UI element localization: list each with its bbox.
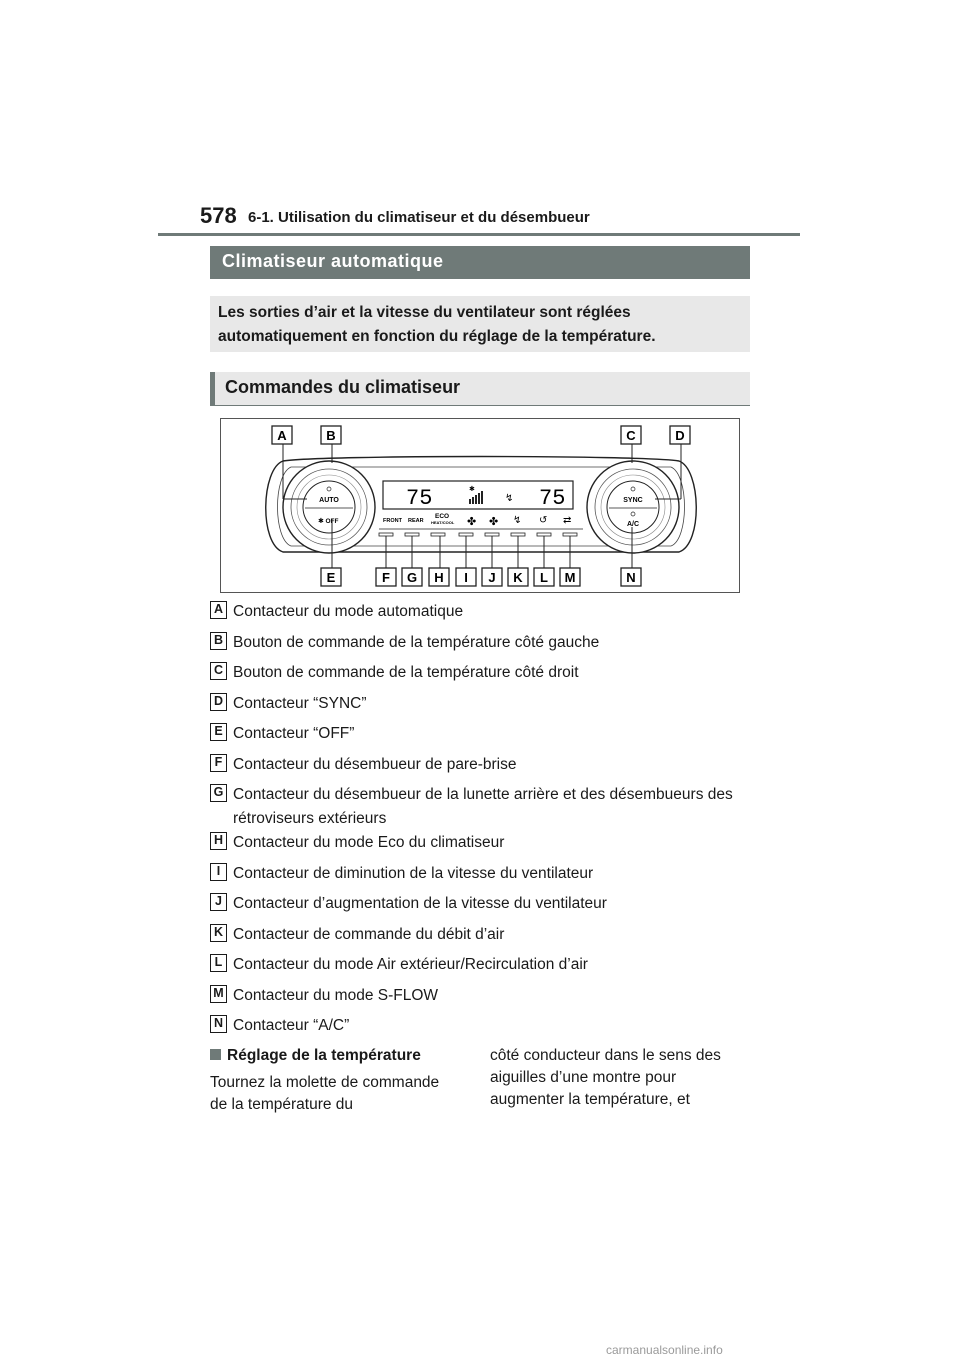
right-temperature-knob bbox=[587, 461, 679, 553]
right-temp-readout: 75 bbox=[539, 486, 566, 511]
svg-text:J: J bbox=[488, 570, 496, 585]
temperature-heading bbox=[210, 1045, 460, 1067]
legend-text: Contacteur du désembueur de la lunette arrière et des désembueurs des rétroviseurs extérieurs bbox=[233, 786, 733, 827]
ac-button-label: A/C bbox=[626, 521, 640, 528]
temperature-text-left: Tournez la molette de commande de la température du bbox=[210, 1074, 440, 1113]
airflow-mode-icon: ↯ bbox=[505, 493, 514, 504]
callout-d bbox=[670, 426, 690, 444]
sync-button-label: SYNC bbox=[623, 497, 643, 504]
legend-letter: A bbox=[210, 601, 227, 619]
svg-text:B: B bbox=[326, 428, 336, 443]
legend-item bbox=[210, 953, 750, 984]
callout-h bbox=[429, 568, 449, 586]
off-button-label: OFF bbox=[325, 518, 339, 525]
callout-b bbox=[321, 426, 341, 444]
rear-defog-label: REAR bbox=[408, 518, 424, 524]
legend-text: Contacteur “SYNC” bbox=[233, 694, 367, 712]
legend-item bbox=[210, 1014, 750, 1045]
section-title-bar bbox=[210, 246, 750, 279]
legend-letter: G bbox=[210, 784, 227, 802]
legend-item bbox=[210, 753, 750, 784]
callout-j bbox=[482, 568, 502, 586]
svg-text:C: C bbox=[626, 428, 636, 443]
svg-text:H: H bbox=[434, 570, 444, 585]
legend-item bbox=[210, 692, 750, 723]
legend-item bbox=[210, 831, 750, 862]
legend-item bbox=[210, 984, 750, 1015]
legend-item bbox=[210, 862, 750, 893]
legend-letter: H bbox=[210, 832, 227, 850]
legend-letter: B bbox=[210, 632, 227, 650]
legend-text: Contacteur de commande du débit d’air bbox=[233, 925, 505, 943]
svg-text:E: E bbox=[326, 570, 336, 585]
svg-text:F: F bbox=[382, 570, 390, 585]
callout-l bbox=[534, 568, 554, 586]
callout-k bbox=[508, 568, 528, 586]
legend-letter: N bbox=[210, 1015, 227, 1033]
airflow-control-icon: ↯ bbox=[513, 515, 522, 526]
recirculation-icon: ↺ bbox=[539, 515, 548, 526]
svg-text:G: G bbox=[406, 570, 418, 585]
s-flow-icon: ⇄ bbox=[563, 515, 572, 526]
legend-text: Contacteur de diminution de la vitesse du ventilateur bbox=[233, 864, 594, 882]
temperature-text-right: côté conducteur dans le sens des aiguilles d’une montre pour augmenter la température, et bbox=[490, 1047, 721, 1108]
header-rule bbox=[158, 233, 800, 236]
temperature-heading-text: Réglage de la température bbox=[227, 1047, 421, 1064]
legend-text: Contacteur d’augmentation de la vitesse du ventilateur bbox=[233, 895, 607, 912]
temperature-section-right bbox=[490, 1045, 750, 1111]
legend-item bbox=[210, 892, 750, 923]
svg-text:K: K bbox=[513, 570, 523, 585]
legend-item bbox=[210, 783, 750, 831]
legend-letter: J bbox=[210, 893, 227, 911]
callout-f bbox=[376, 568, 396, 586]
climate-panel-illustration bbox=[221, 419, 741, 594]
temperature-display bbox=[383, 481, 573, 511]
legend-item bbox=[210, 923, 750, 954]
legend-text: Contacteur “OFF” bbox=[233, 725, 355, 742]
legend-text: Contacteur du mode Air extérieur/Recirculation d’air bbox=[233, 956, 588, 973]
callout-e bbox=[321, 568, 341, 586]
legend-text: Contacteur “A/C” bbox=[233, 1017, 350, 1034]
chapter-title: 6-1. Utilisation du climatiseur et du désembueur bbox=[248, 209, 590, 226]
svg-text:L: L bbox=[540, 570, 548, 585]
temperature-section-left bbox=[210, 1045, 460, 1116]
fan-off-icon: ✱ bbox=[318, 518, 324, 525]
svg-text:✱: ✱ bbox=[469, 486, 475, 493]
subsection-rule bbox=[210, 405, 750, 406]
svg-text:N: N bbox=[626, 570, 636, 585]
callout-m bbox=[560, 568, 580, 586]
legend-letter: M bbox=[210, 985, 227, 1003]
section-bullet-icon bbox=[210, 1049, 221, 1060]
svg-text:D: D bbox=[675, 428, 685, 443]
intro-text: Les sorties d’air et la vitesse du ventilateur sont réglées automatiquement en fonction du réglage de la température. bbox=[218, 304, 656, 345]
legend-text: Contacteur du mode S-FLOW bbox=[233, 986, 439, 1004]
eco-heat-cool-label: HEAT/COOL bbox=[431, 520, 455, 525]
left-temperature-knob bbox=[283, 461, 375, 553]
legend-letter: C bbox=[210, 662, 227, 680]
callout-a bbox=[272, 426, 292, 444]
callout-legend bbox=[210, 600, 750, 1045]
callout-g bbox=[402, 568, 422, 586]
legend-item bbox=[210, 631, 750, 662]
button-row bbox=[379, 513, 583, 536]
legend-letter: D bbox=[210, 693, 227, 711]
svg-text:I: I bbox=[464, 570, 468, 585]
page-number: 578 bbox=[200, 203, 237, 228]
page-header bbox=[200, 203, 800, 235]
legend-item bbox=[210, 600, 750, 631]
legend-letter: K bbox=[210, 924, 227, 942]
svg-text:M: M bbox=[564, 570, 576, 585]
callout-i bbox=[456, 568, 476, 586]
auto-button-label: AUTO bbox=[319, 497, 339, 504]
section-title: Climatiseur automatique bbox=[222, 251, 444, 271]
legend-letter: I bbox=[210, 863, 227, 881]
subsection-title: Commandes du climatiseur bbox=[225, 377, 461, 397]
legend-item bbox=[210, 722, 750, 753]
watermark: carmanualsonline.info bbox=[606, 1343, 723, 1357]
callout-n bbox=[621, 568, 641, 586]
legend-letter: L bbox=[210, 954, 227, 972]
legend-text: Bouton de commande de la température côté gauche bbox=[233, 633, 600, 651]
fan-down-icon: ✤ bbox=[467, 516, 477, 528]
callout-c bbox=[621, 426, 641, 444]
front-defog-label: FRONT bbox=[383, 518, 402, 524]
legend-text: Contacteur du désembueur de pare-brise bbox=[233, 755, 517, 773]
legend-text: Contacteur du mode Eco du climatiseur bbox=[233, 834, 505, 851]
legend-letter: F bbox=[210, 754, 227, 772]
left-temp-readout: 75 bbox=[406, 486, 433, 511]
svg-text:A: A bbox=[277, 428, 287, 443]
eco-label: ECO bbox=[435, 513, 450, 520]
legend-item bbox=[210, 661, 750, 692]
subsection-heading bbox=[210, 372, 750, 406]
legend-text: Contacteur du mode automatique bbox=[233, 603, 464, 620]
legend-letter: E bbox=[210, 723, 227, 741]
climate-panel-figure bbox=[220, 418, 740, 593]
intro-box bbox=[210, 296, 750, 352]
legend-text: Bouton de commande de la température côté droit bbox=[233, 664, 579, 681]
fan-up-icon: ✤ bbox=[489, 516, 499, 528]
